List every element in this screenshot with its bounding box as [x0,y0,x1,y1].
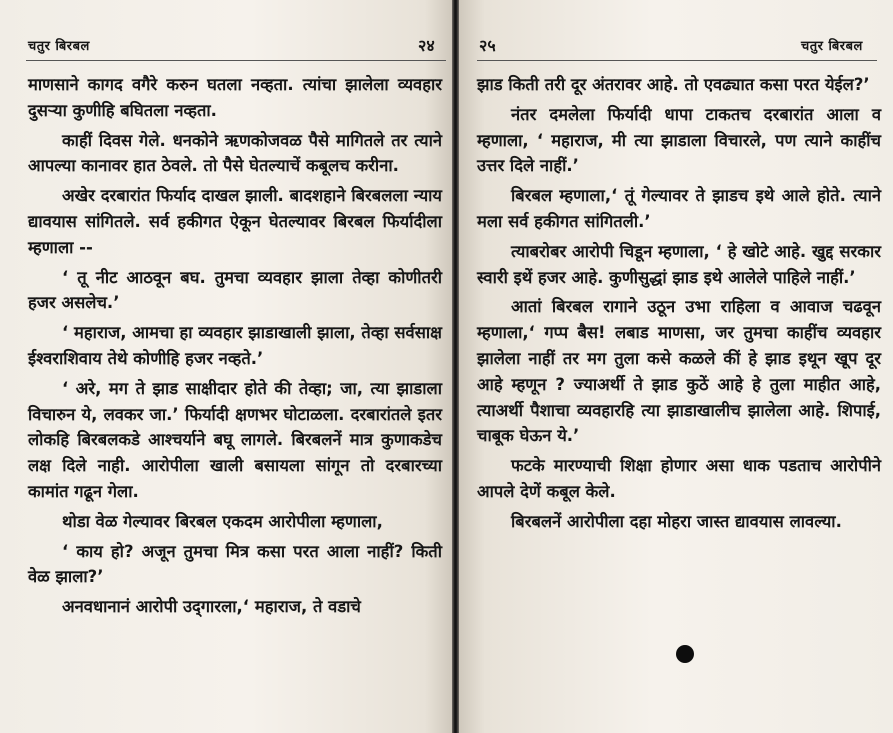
paragraph: अखेर दरबारांत फिर्याद दाखल झाली. बादशहाने बिरबलला न्याय द्यावयास सांगितले. सर्व हकीगत ऐकून घेतल्यावर बिरबल फिर्यादीला म्हणाला -- [28,186,442,257]
page-number-right: २५ [479,36,496,55]
paragraph: बिरबल म्हणाला,‘ तूं गेल्यावर ते झाडच इथे आले होते. त्याने मला सर्व हकीगत सांगितली.’ [477,186,881,231]
running-head-left: चतुर बिरबल [28,39,90,54]
paragraph: काहीं दिवस गेले. धनकोने ऋणकोजवळ पैसे मागितले तर त्याने आपल्या कानावर हात ठेवले. तो पैसे घेतल्याचें कबूलच करीना. [28,130,442,176]
body-text-right [477,72,881,535]
paragraph: ‘ अरे, मग ते झाड साक्षीदार होते की तेव्हा; जा, त्या झाडाला विचारुन ये, लवकर जा.’ फिर्यादी क्षणभर घोटाळला. दरबारांतले इतर लोकहि बिरबलकडे आश्चर्याने बघू लागले. बिरबलनें मात्र कुणाकडेच लक्ष दिले नाही. आरोपीला खाली बसायला सांगून तो दरबारच्या कामांत गढून गेला. [28,378,442,501]
paragraph: झाड किती तरी दूर अंतरावर आहे. तो एवढ्यात कसा परत येईल?’ [477,75,870,94]
paragraph: ‘ महाराज, आमचा हा व्यवहार झाडाखाली झाला, तेव्हा सर्वसाक्ष ईश्वराशिवाय तेथे कोणीहि हजर नव्हते.’ [28,323,442,368]
paragraph: बिरबलनें आरोपीला दहा मोहरा जास्त द्यावयास लावल्या. [511,511,842,531]
right-page [459,0,893,733]
header-rule-right [477,60,877,61]
paragraph: अनवधानानं आरोपी उद्‌गारला,‘ महाराज, ते वडाचे [62,597,361,617]
paragraph: त्याबरोबर आरोपी चिडून म्हणाला, ‘ हे खोटे आहे. खुद्द सरकार स्वारी इथें हजर आहे. कुणीसुद्धां झाड इथे आलेले पाहिले नाहीं.’ [477,241,881,287]
header-rule-left [26,60,446,61]
paragraph: थोडा वेळ गेल्यावर बिरबल एकदम आरोपीला म्हणाला, [62,511,383,531]
paragraph: ‘ तू नीट आठवून बघ. तुमचा व्यवहार झाला तेव्हा कोणीतरी हजर असलेच.’ [28,267,442,313]
paragraph: फटके मारण्याची शिक्षा होणार असा धाक पडताच आरोपीने आपले देणें कबूल केले. [477,456,881,501]
paragraph: आतां बिरबल रागाने उठून उभा राहिला व आवाज चढवून म्हणाला,‘ गप्प बैस! लबाड माणसा, जर तुमचा काहींच व्यवहार झालेला नाहीं तर मग तुला कसे कळले कीं हे झाड इथून खूप दूर आहे म्हणून ? ज्याअर्थी ते झाड कुठें आहे हे तुला माहीत आहे, त्याअर्थी पैशाचा व्यवहारहि त्या झाडाखालीच झालेला आहे. शिपाई, चाबूक घेऊन ये.’ [477,297,881,446]
paragraph: माणसाने कागद वगैरे करुन घतला नव्हता. त्यांचा झालेला व्यवहार दुसऱ्या कुणीहि बघितला नव्हता. [28,75,442,120]
running-head-right: चतुर बिरबल [801,39,863,54]
ink-blot [676,645,694,663]
page-number-left: २४ [418,36,435,55]
paragraph: नंतर दमलेला फिर्यादी धापा टाकतच दरबारांत आला व म्हणाला, ‘ महाराज, मी त्या झाडाला विचारले, पण त्याने काहींच उत्तर दिले नाहीं.’ [477,104,881,176]
body-text-left [28,72,442,620]
book-spine [452,0,459,733]
paragraph: ‘ काय हो? अजून तुमचा मित्र कसा परत आला नाहीं? किती वेळ झाला?’ [28,541,442,587]
